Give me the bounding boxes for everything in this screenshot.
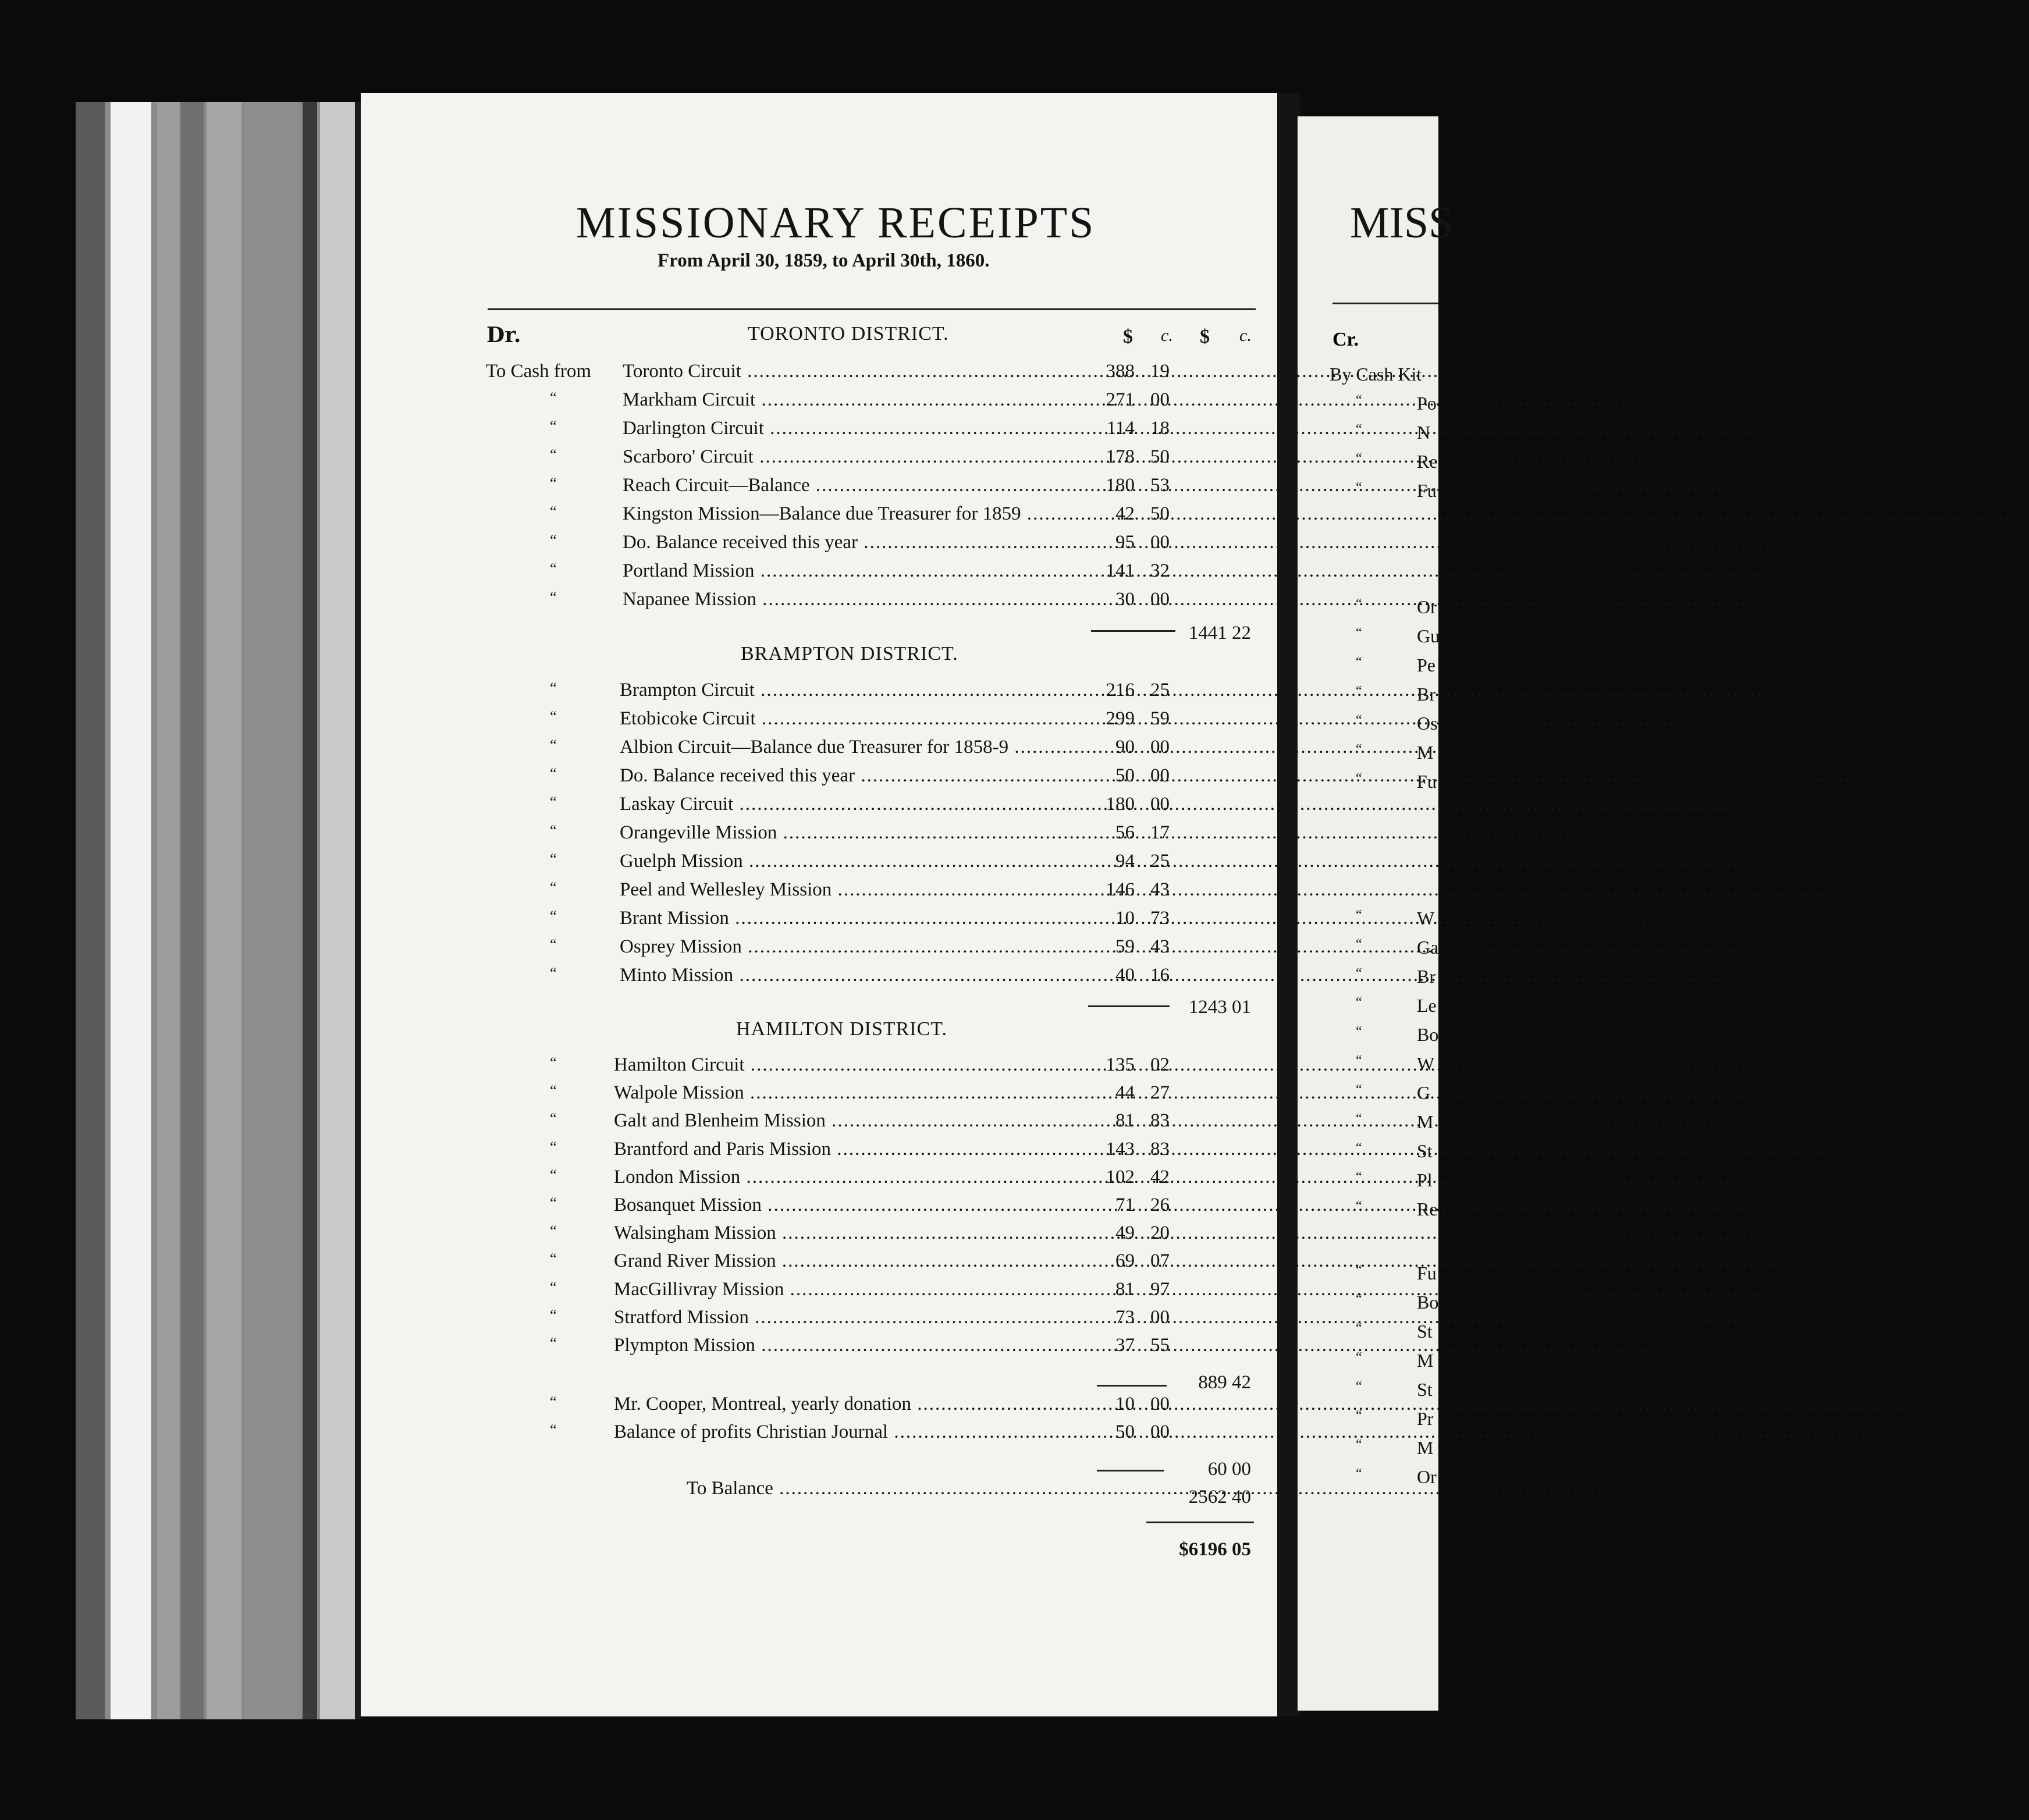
- row-name: Brampton Circuit .....: [620, 680, 1091, 701]
- table-row: [486, 794, 1178, 822]
- right-page-ditto: “: [1356, 995, 1362, 1010]
- row-cents: 25: [1150, 680, 1170, 701]
- row-name: Etobicoke Circuit .....: [620, 708, 1091, 730]
- right-page-ditto: “: [1356, 393, 1362, 408]
- row-dollars: 42: [1115, 503, 1135, 524]
- row-cents: 00: [1150, 1394, 1170, 1414]
- row-name: Mr. Cooper, Montreal, yearly donation .....: [614, 1394, 1091, 1415]
- row-dollars: 143: [1106, 1138, 1135, 1160]
- other-subtotal-rule: [1097, 1470, 1164, 1471]
- row-dollars: 44: [1115, 1082, 1135, 1104]
- row-dollars: 135: [1106, 1054, 1135, 1075]
- row-cents: 53: [1150, 475, 1170, 496]
- right-page-initial: Pe: [1417, 655, 1435, 676]
- row-dollars: 271: [1106, 389, 1135, 410]
- right-page-ditto: “: [1356, 625, 1362, 641]
- row-prefix: “: [550, 589, 557, 606]
- row-prefix: “: [550, 532, 557, 549]
- right-page-ditto: “: [1356, 1170, 1362, 1185]
- row-name: Scarboro' Circuit .....: [623, 446, 1091, 468]
- row-dollars: 81: [1115, 1110, 1135, 1132]
- right-page-initial: Br: [1417, 966, 1435, 987]
- table-row: [486, 389, 1178, 417]
- right-page-initial: W: [1417, 1053, 1435, 1074]
- row-cents: 20: [1150, 1222, 1170, 1244]
- row-dollars: 81: [1115, 1278, 1135, 1300]
- to-balance-label: To Balance .....: [687, 1478, 1088, 1499]
- row-dollars: 102: [1106, 1166, 1135, 1188]
- row-cents: 25: [1150, 851, 1170, 872]
- right-page-initial: Ga: [1417, 937, 1439, 958]
- right-page-ditto: “: [1356, 937, 1362, 952]
- table-row: [486, 965, 1178, 993]
- right-page-ditto: “: [1356, 1140, 1362, 1156]
- table-row: [486, 1307, 1178, 1335]
- row-prefix: “: [550, 851, 557, 868]
- row-dollars: 50: [1115, 765, 1135, 786]
- row-name: Reach Circuit—Balance .....: [623, 475, 1091, 496]
- row-name: Grand River Mission .....: [614, 1250, 1091, 1272]
- row-prefix: “: [550, 1421, 557, 1438]
- grand-total: $6196 05: [1179, 1539, 1251, 1560]
- right-page-ditto: “: [1356, 422, 1362, 437]
- row-name: Minto Mission .....: [620, 965, 1091, 986]
- row-prefix: “: [550, 475, 557, 492]
- row-dollars: 141: [1106, 560, 1135, 581]
- row-cents: 00: [1150, 794, 1170, 815]
- row-cents: 55: [1150, 1335, 1170, 1356]
- right-page-initial: M: [1417, 1437, 1434, 1458]
- right-page-ditto: “: [1356, 451, 1362, 466]
- table-row: [486, 1082, 1178, 1110]
- right-page-ditto: “: [1356, 771, 1362, 786]
- row-prefix: “: [550, 1250, 557, 1268]
- table-row: [486, 503, 1178, 531]
- row-name: Stratford Mission .....: [614, 1307, 1091, 1328]
- right-page-initial: Fu: [1417, 480, 1437, 501]
- row-prefix: “: [550, 822, 557, 839]
- right-page-initial: M: [1417, 742, 1434, 763]
- right-page-ditto: “: [1356, 1321, 1362, 1336]
- row-cents: 83: [1150, 1110, 1170, 1132]
- right-page-first-line: By Cash Kit: [1330, 364, 1422, 385]
- brampton-district-title: BRAMPTON DISTRICT.: [741, 643, 958, 664]
- right-page-ditto: “: [1356, 1292, 1362, 1307]
- book-page-edges: [76, 102, 361, 1719]
- right-page-initial: Bo: [1417, 1024, 1439, 1045]
- right-page-ditto: “: [1356, 480, 1362, 495]
- brampton-total: 1243 01: [1188, 997, 1251, 1018]
- row-prefix: “: [550, 418, 557, 435]
- right-page-ditto: “: [1356, 742, 1362, 757]
- row-name: Walsingham Mission .....: [614, 1222, 1091, 1244]
- row-name: London Mission .....: [614, 1167, 1091, 1188]
- row-prefix: “: [550, 765, 557, 782]
- row-name: Kingston Mission—Balance due Treasurer for 1859 .....: [623, 503, 1091, 525]
- row-prefix: “: [550, 1110, 557, 1128]
- row-cents: 50: [1150, 503, 1170, 524]
- table-row: [486, 1054, 1178, 1082]
- row-prefix: “: [550, 1054, 557, 1071]
- right-page-ditto: “: [1356, 1111, 1362, 1126]
- table-row: [486, 1394, 1178, 1421]
- row-prefix: “: [550, 737, 557, 753]
- table-row: [486, 822, 1178, 850]
- table-row: [486, 1195, 1178, 1222]
- row-prefix: “: [550, 1335, 557, 1352]
- right-page-initial: Br: [1417, 684, 1435, 705]
- right-page-initial: Fu: [1417, 1263, 1437, 1284]
- row-name: Do. Balance received this year .....: [623, 532, 1091, 553]
- row-prefix: “: [550, 1278, 557, 1296]
- row-name: Albion Circuit—Balance due Treasurer for 1858-9 .....: [620, 737, 1091, 758]
- row-prefix: “: [550, 446, 557, 463]
- table-row: [486, 851, 1178, 879]
- right-page-initial: Os: [1417, 713, 1438, 734]
- row-prefix: “: [550, 1306, 557, 1324]
- table-row: [486, 765, 1178, 793]
- row-dollars: 178: [1106, 446, 1135, 467]
- to-balance-value: 2562 40: [1188, 1487, 1251, 1508]
- row-cents: 83: [1150, 1138, 1170, 1160]
- total-cents-column-header: c.: [1239, 326, 1252, 345]
- row-name: Orangeville Mission .....: [620, 822, 1091, 844]
- right-page-ditto: “: [1356, 1466, 1362, 1481]
- row-name: Toronto Circuit .....: [623, 361, 1091, 382]
- header-rule: [488, 308, 1256, 310]
- right-page-ditto: “: [1356, 1024, 1362, 1039]
- right-page-initial: Or: [1417, 596, 1437, 617]
- table-row: [486, 1250, 1178, 1278]
- row-name: Brant Mission .....: [620, 908, 1091, 929]
- right-page-ditto: “: [1356, 596, 1362, 612]
- row-dollars: 59: [1115, 936, 1135, 957]
- right-page-initial: N: [1417, 422, 1431, 443]
- right-page-ditto: “: [1356, 1053, 1362, 1068]
- table-row: [486, 1222, 1178, 1250]
- row-prefix: “: [550, 936, 557, 953]
- row-dollars: 37: [1115, 1335, 1135, 1356]
- row-dollars: 40: [1115, 965, 1135, 986]
- row-name: Galt and Blenheim Mission .....: [614, 1110, 1091, 1132]
- row-prefix: “: [550, 503, 557, 520]
- right-page-ditto: “: [1356, 1379, 1362, 1394]
- dr-label: Dr.: [486, 323, 521, 347]
- row-name: Peel and Wellesley Mission .....: [620, 879, 1091, 901]
- row-cents: 73: [1150, 908, 1170, 929]
- row-cents: 16: [1150, 965, 1170, 986]
- right-page-initial: Or: [1417, 1466, 1437, 1487]
- hamilton-district-title: HAMILTON DISTRICT.: [736, 1018, 948, 1040]
- other-total: 60 00: [1207, 1459, 1251, 1480]
- row-dollars: 388: [1106, 361, 1135, 382]
- row-cents: 42: [1150, 1166, 1170, 1188]
- row-dollars: 69: [1115, 1250, 1135, 1272]
- row-dollars: 49: [1115, 1222, 1135, 1244]
- row-name: Darlington Circuit .....: [623, 418, 1091, 439]
- row-cents: 26: [1150, 1195, 1170, 1215]
- row-prefix: “: [550, 908, 557, 925]
- row-prefix: “: [550, 1394, 557, 1410]
- right-page-ditto: “: [1356, 684, 1362, 699]
- row-prefix: “: [550, 1082, 557, 1100]
- row-prefix: “: [550, 1166, 557, 1183]
- row-cents: 50: [1150, 446, 1170, 467]
- right-page-initial: Fu: [1417, 771, 1437, 792]
- table-row: [486, 361, 1178, 389]
- right-page-initial: G: [1417, 1082, 1431, 1103]
- row-cents: 27: [1150, 1082, 1170, 1104]
- right-page-ditto: “: [1356, 908, 1362, 923]
- row-cents: 00: [1150, 765, 1170, 786]
- row-name: Bosanquet Mission .....: [614, 1195, 1091, 1216]
- to-balance-row: [687, 1478, 1036, 1506]
- right-page-ditto: “: [1356, 1437, 1362, 1452]
- row-cents: 18: [1150, 418, 1170, 439]
- row-dollars: 90: [1115, 737, 1135, 758]
- row-prefix: “: [550, 1222, 557, 1240]
- right-page-ditto: “: [1356, 1082, 1362, 1097]
- row-cents: 43: [1150, 879, 1170, 900]
- row-cents: 00: [1150, 589, 1170, 610]
- row-dollars: 10: [1115, 1394, 1135, 1414]
- table-row: [486, 680, 1178, 708]
- row-name: Osprey Mission .....: [620, 936, 1091, 958]
- right-page-initial: Gu: [1417, 625, 1440, 646]
- table-row: [486, 532, 1178, 560]
- row-name: Do. Balance received this year .....: [620, 765, 1091, 787]
- row-prefix: “: [550, 708, 557, 725]
- row-name: Balance of profits Christian Journal .....: [614, 1421, 1091, 1443]
- table-row: [486, 1167, 1178, 1195]
- right-page-initial: Bo: [1417, 1292, 1439, 1313]
- row-cents: 07: [1150, 1250, 1170, 1272]
- row-cents: 59: [1150, 708, 1170, 729]
- hamilton-total: 889 42: [1198, 1372, 1251, 1393]
- table-row: [486, 589, 1178, 617]
- row-dollars: 146: [1106, 879, 1135, 900]
- page-title: MISSIONARY RECEIPTS: [576, 198, 1096, 247]
- row-dollars: 299: [1106, 708, 1135, 729]
- toronto-total: 1441 22: [1188, 623, 1251, 644]
- table-row: [486, 1335, 1178, 1363]
- row-dollars: 50: [1115, 1421, 1135, 1442]
- row-dollars: 216: [1106, 680, 1135, 701]
- right-page-title: MISS: [1350, 198, 1454, 247]
- row-cents: 32: [1150, 560, 1170, 581]
- row-cents: 97: [1150, 1278, 1170, 1300]
- table-row: [486, 475, 1178, 503]
- right-page-initial: Po: [1417, 393, 1437, 414]
- table-row: [486, 908, 1178, 936]
- toronto-district-title: TORONTO DISTRICT.: [748, 323, 949, 344]
- right-page-ditto: “: [1356, 1199, 1362, 1214]
- row-prefix: “: [550, 1138, 557, 1156]
- row-cents: 00: [1150, 737, 1170, 758]
- row-cents: 00: [1150, 1421, 1170, 1442]
- row-name: Walpole Mission .....: [614, 1082, 1091, 1104]
- table-row: [486, 418, 1178, 446]
- dollar-column-header: $: [1123, 326, 1133, 347]
- row-prefix: “: [550, 680, 557, 696]
- row-cents: 00: [1150, 532, 1170, 553]
- right-page-initial: Pr: [1417, 1408, 1434, 1429]
- row-dollars: 180: [1106, 475, 1135, 496]
- row-name: Brantford and Paris Mission .....: [614, 1139, 1091, 1160]
- row-name: Guelph Mission .....: [620, 851, 1091, 872]
- row-name: Napanee Mission .....: [623, 589, 1091, 610]
- cents-column-header: c.: [1161, 326, 1173, 345]
- table-row: [486, 1110, 1178, 1138]
- table-row: [486, 446, 1178, 474]
- row-dollars: 30: [1115, 589, 1135, 610]
- row-cents: 17: [1150, 822, 1170, 843]
- right-page-initial: M: [1417, 1350, 1434, 1371]
- table-row: [486, 560, 1178, 588]
- page-subtitle: From April 30, 1859, to April 30th, 1860.: [658, 250, 990, 271]
- row-dollars: 56: [1115, 822, 1135, 843]
- row-prefix: “: [550, 560, 557, 577]
- row-cents: 43: [1150, 936, 1170, 957]
- right-page-cr: Cr.: [1332, 329, 1359, 350]
- row-prefix: “: [550, 965, 557, 982]
- right-page-ditto: “: [1356, 1263, 1362, 1278]
- right-page-ditto: “: [1356, 1408, 1362, 1423]
- row-name: Portland Mission .....: [623, 560, 1091, 582]
- right-page-ditto: “: [1356, 655, 1362, 670]
- right-page-initial: Re: [1417, 1199, 1438, 1220]
- hamilton-subtotal-rule: [1097, 1385, 1167, 1387]
- row-prefix: “: [550, 879, 557, 896]
- row-cents: 00: [1150, 1306, 1170, 1328]
- row-cents: 00: [1150, 389, 1170, 410]
- table-row: [486, 708, 1178, 736]
- row-name: MacGillivray Mission .....: [614, 1279, 1091, 1300]
- row-name: Markham Circuit .....: [623, 389, 1091, 411]
- row-dollars: 10: [1115, 908, 1135, 929]
- table-row: [486, 1139, 1178, 1167]
- table-row: [486, 879, 1178, 907]
- right-page-initial: St: [1417, 1379, 1433, 1400]
- right-page-initial: St: [1417, 1321, 1433, 1342]
- table-row: [486, 1279, 1178, 1307]
- total-dollar-column-header: $: [1200, 326, 1210, 347]
- table-row: [486, 936, 1178, 964]
- brampton-subtotal-rule: [1088, 1005, 1170, 1007]
- right-page-initial: Le: [1417, 995, 1437, 1016]
- row-prefix: “: [550, 794, 557, 811]
- row-prefix: “: [550, 389, 557, 406]
- right-page-initial: W: [1417, 908, 1435, 929]
- row-dollars: 180: [1106, 794, 1135, 815]
- toronto-subtotal-rule: [1091, 630, 1175, 632]
- right-page-ditto: “: [1356, 713, 1362, 728]
- row-dollars: 71: [1115, 1195, 1135, 1215]
- right-page-initial: Re: [1417, 451, 1438, 472]
- row-dollars: 94: [1115, 851, 1135, 872]
- row-name: Laskay Circuit .....: [620, 794, 1091, 815]
- row-dollars: 73: [1115, 1306, 1135, 1328]
- row-prefix: To Cash from: [486, 361, 592, 382]
- right-page-ditto: “: [1356, 1350, 1362, 1365]
- row-cents: 02: [1150, 1054, 1170, 1075]
- table-row: [486, 1421, 1178, 1449]
- row-name: Plympton Mission .....: [614, 1335, 1091, 1356]
- row-dollars: 95: [1115, 532, 1135, 553]
- grand-total-rule: [1146, 1522, 1254, 1523]
- row-dollars: 114: [1106, 418, 1135, 439]
- right-page-initial: Pl: [1417, 1170, 1433, 1190]
- right-page-ditto: “: [1356, 966, 1362, 981]
- right-page-rule: [1332, 303, 1438, 304]
- book-gutter: [1277, 93, 1300, 1716]
- table-row: [486, 737, 1178, 765]
- right-page-initial: M: [1417, 1111, 1434, 1132]
- right-page-initial: St: [1417, 1140, 1433, 1161]
- row-prefix: “: [550, 1195, 557, 1211]
- row-cents: 19: [1150, 361, 1170, 382]
- row-name: Hamilton Circuit .....: [614, 1054, 1091, 1076]
